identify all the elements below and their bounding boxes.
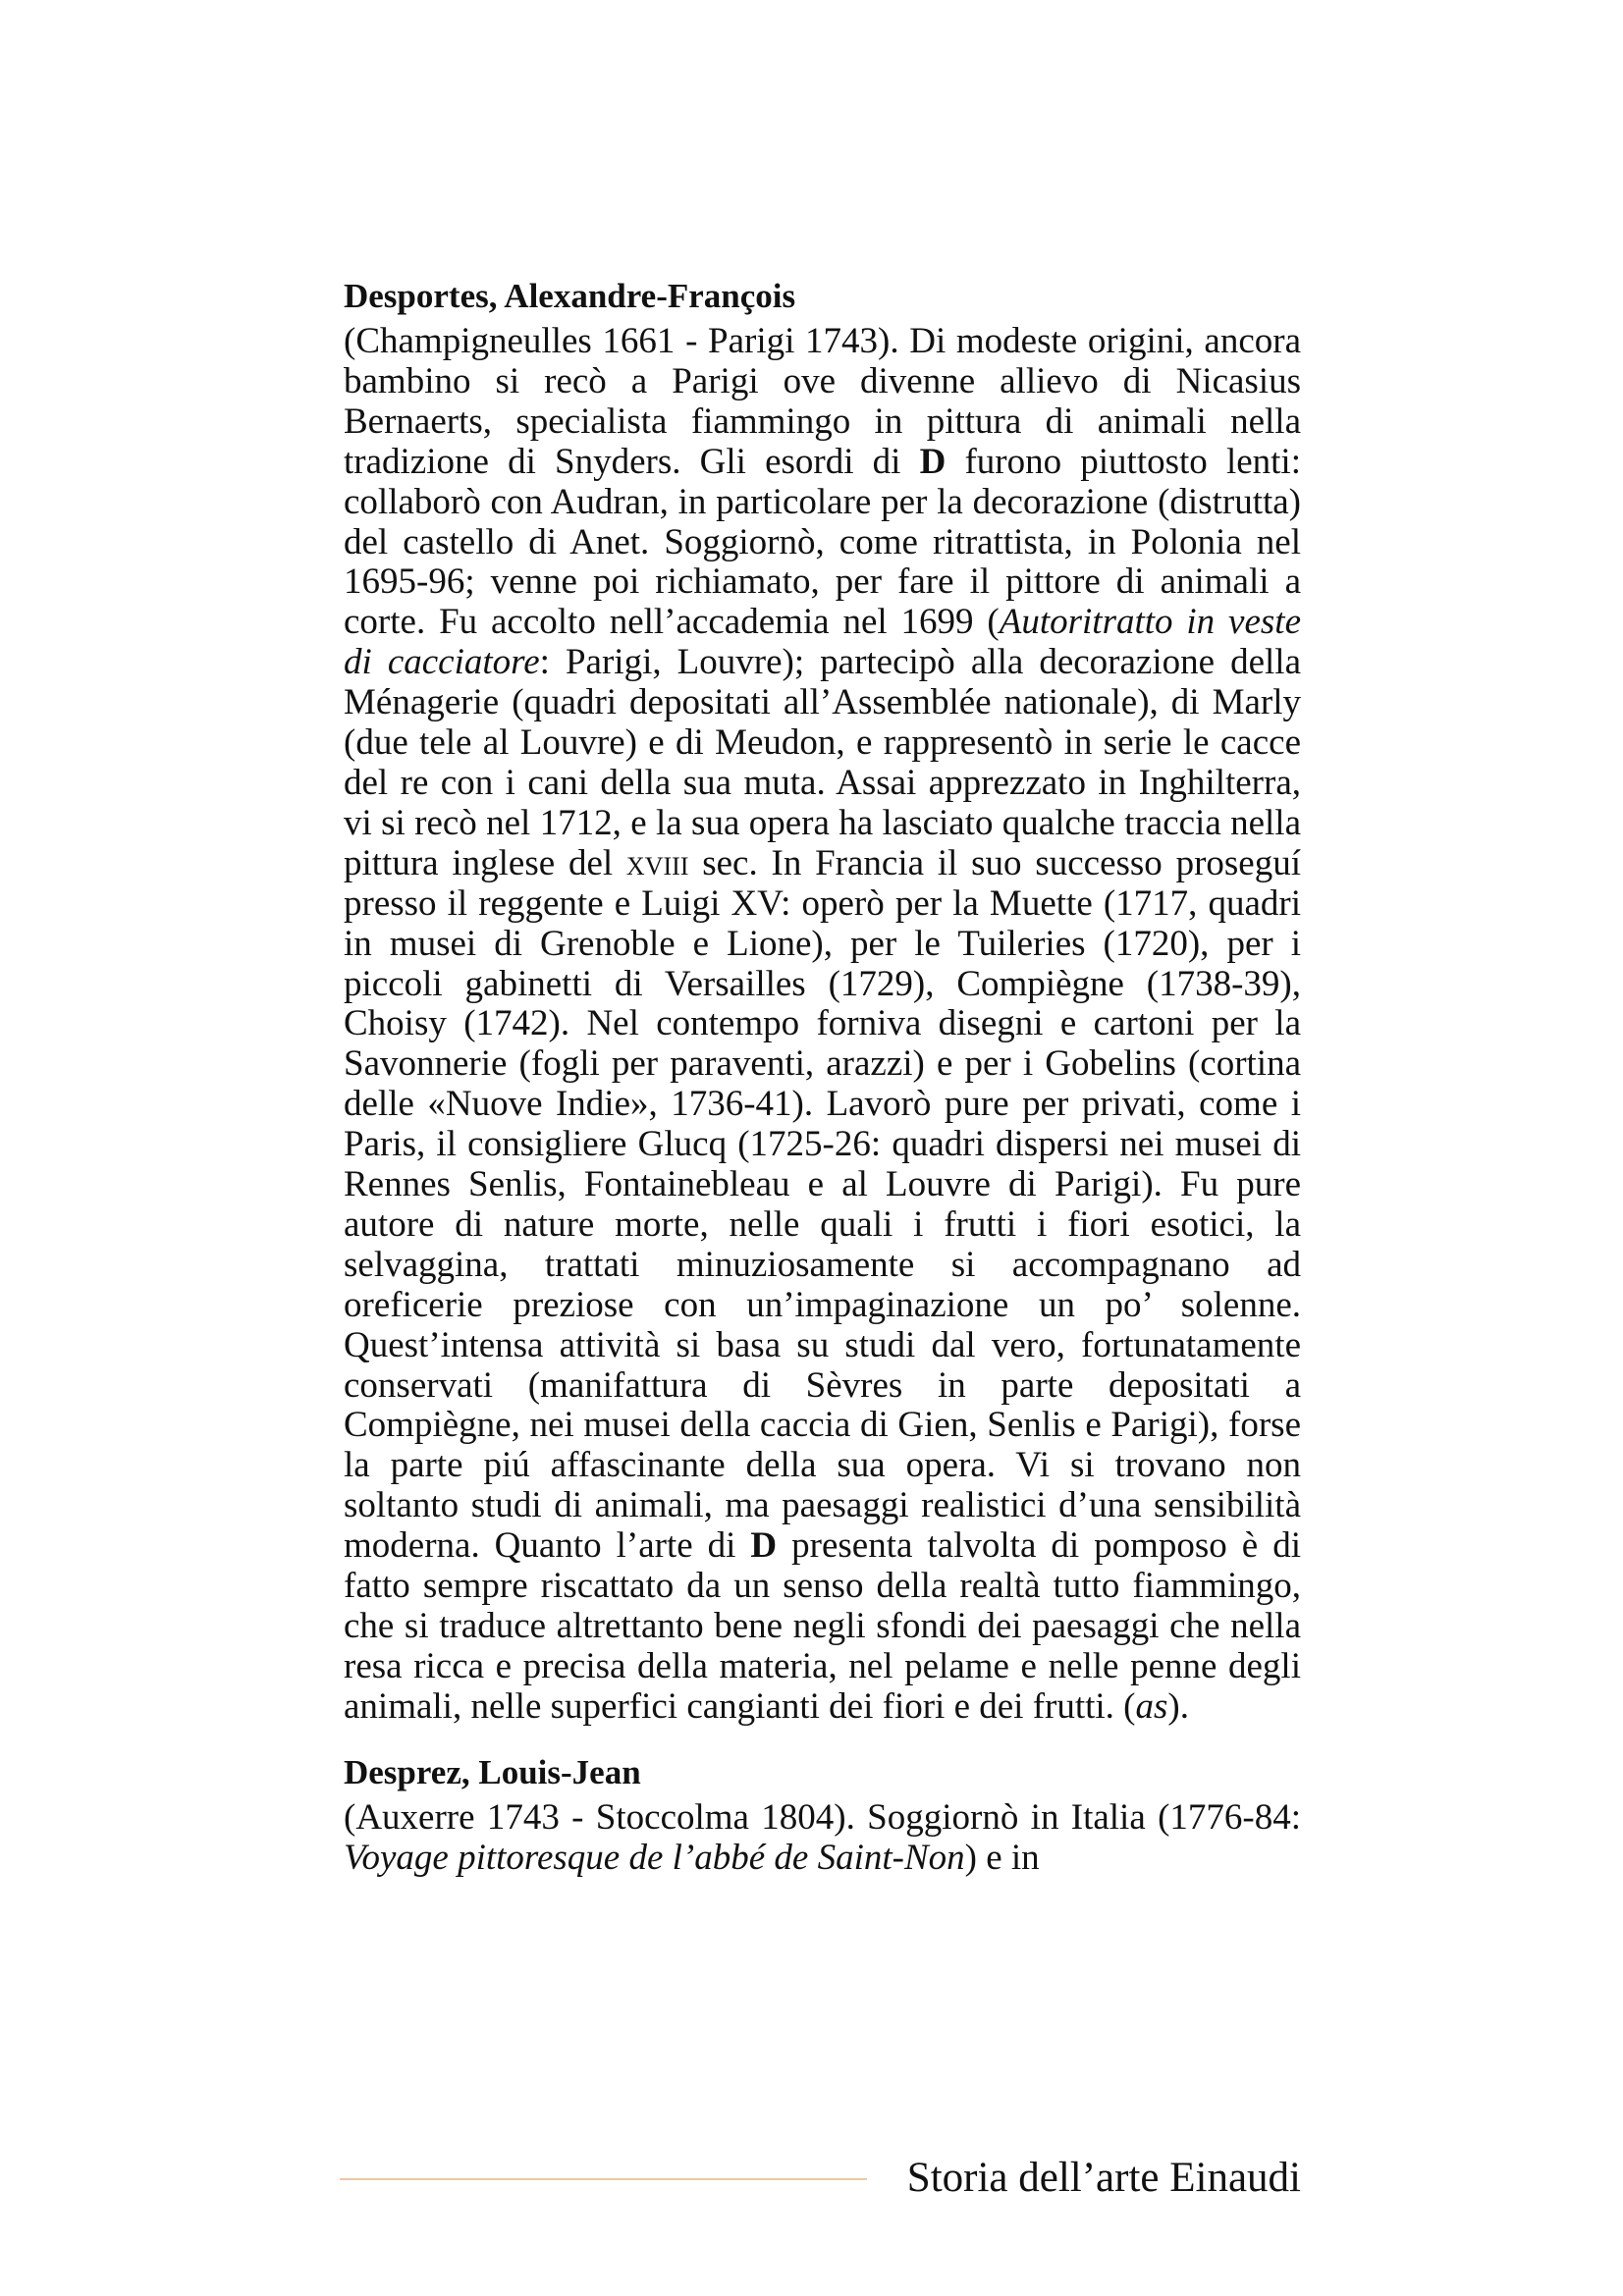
- body-text: (Champigneulles 1661 - Parigi 1743). Di modeste origini, ancora bambino si recò a Parigi ove divenne allievo di Nicasius Bernaerts, specialista fiammingo in pittura di animali nella tradizione di Snyders. Gli esordi di: [344, 321, 1301, 482]
- body-text: furono piuttosto lenti: collaborò con Audran, in particolare per la decorazione (distrutta) del castello di Anet. Soggiornò, come ritrattista, in Polonia nel 1695-96; venne poi richiamato, per fare il pittore di animali a corte. Fu accolto nell’accademia nel 1699 (: [344, 441, 1301, 643]
- entry-body: [344, 1798, 1301, 1879]
- body-text: (Auxerre 1743 - Stoccolma 1804). Soggiornò in Italia (1776-84:: [344, 1796, 1301, 1838]
- body-text: ).: [1167, 1685, 1189, 1727]
- artwork-title: Voyage pittoresque de l’abbé de Saint-Non: [344, 1837, 965, 1878]
- entry-abbreviation: D: [919, 441, 947, 482]
- entry-title: Desportes, Alexandre-François: [344, 277, 796, 315]
- footer-publication-title: Storia dell’arte Einaudi: [906, 2155, 1301, 2201]
- body-text: ) e in: [964, 1837, 1040, 1878]
- footer-rule: [340, 2178, 867, 2180]
- entry-body: [344, 322, 1301, 1728]
- body-text: sec. In Francia il suo successo proseguí presso il reggente e Luigi XV: operò per la Muette (1717, quadri in musei di Grenoble e Lione), per le Tuileries (1720), per i piccoli gabinetti di Versailles (1729), Compiègne (1738-39), Choisy (1742). Nel contempo forniva disegni e cartoni per la Savonnerie (fogli per paraventi, arazzi) e per i Gobelins (cortina delle «Nuove Indie», 1736-41). Lavorò pure per privati, come i Paris, il consigliere Glucq (1725-26: quadri dispersi nei musei di Rennes Senlis, Fontainebleau e al Louvre di Parigi). Fu pure autore di nature morte, nelle quali i frutti i fiori esotici, la selvaggina, trattati minuziosamente si accompagnano ad oreficerie preziose con un’impaginazione un po’ solenne. Quest’intensa attività si basa su studi dal vero, fortunatamente conservati (manifattura di Sèvres in parte depositati a Compiègne, nei musei della caccia di Gien, Senlis e Parigi), forse la parte piú affascinante della sua opera. Vi si trovano non soltanto studi di animali, ma paesaggi realistici d’una sensibilità moderna. Quanto l’arte di: [344, 842, 1301, 1567]
- artwork-title: Autoritratto in veste di cacciatore: [344, 602, 1301, 683]
- century-numeral: xviii: [625, 842, 689, 883]
- page-content: [344, 275, 1301, 1879]
- entry-desportes: [344, 275, 1301, 1728]
- entry-abbreviation: D: [750, 1525, 778, 1567]
- body-text: : Parigi, Louvre); partecipò alla decorazione della Ménagerie (quadri depositati all’Assemblée nationale), di Marly (due tele al Louvre) e di Meudon, e rappresentò in serie le cacce del re con i cani della sua muta. Assai apprezzato in Inghilterra, vi si recò nel 1712, e la sua opera ha lasciato qualche traccia nella pittura inglese del: [344, 642, 1301, 883]
- entry-title: Desprez, Louis-Jean: [344, 1752, 641, 1791]
- body-text: presenta talvolta di pomposo è di fatto sempre riscattato da un senso della realtà tutto fiammingo, che si traduce altrettanto bene negli sfondi dei paesaggi che nella resa ricca e precisa della materia, nel pelame e nelle penne degli animali, nelle superfici cangianti dei fiori e dei frutti. (: [344, 1525, 1301, 1727]
- entry-desprez: [344, 1751, 1301, 1879]
- author-initials: as: [1135, 1685, 1168, 1727]
